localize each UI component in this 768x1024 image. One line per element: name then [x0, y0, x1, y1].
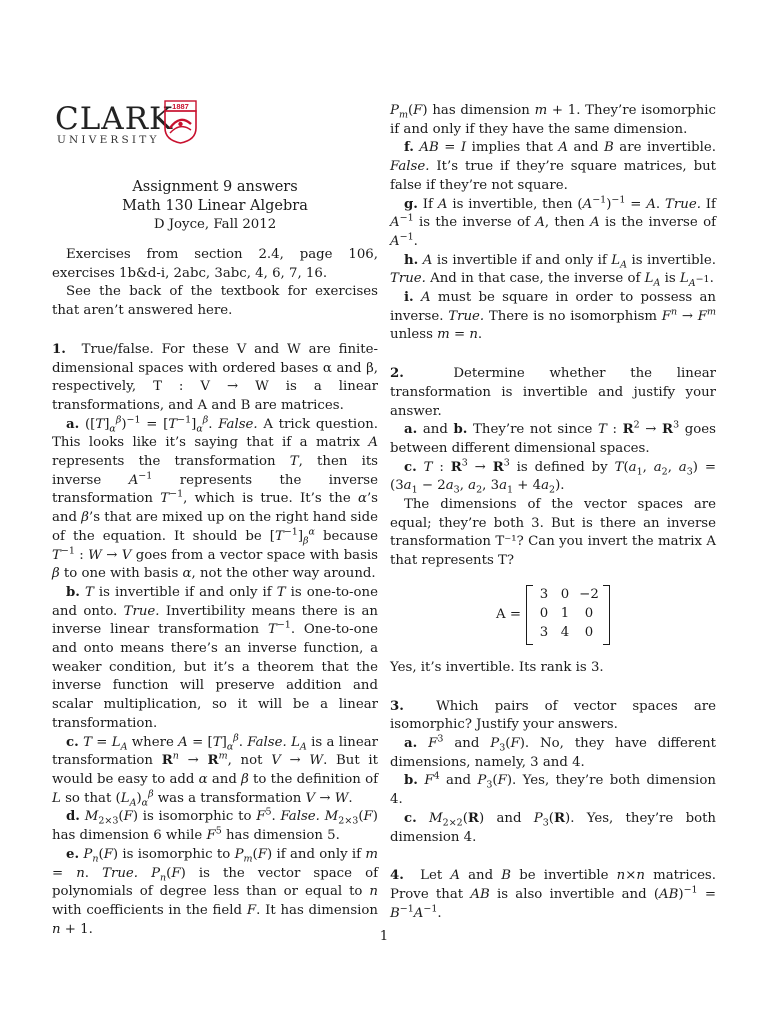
- q1e-continued: $P_m(F)$ has dimension m + 1. They’re isomorphic if and only if they have the same dimension.: [390, 103, 717, 137]
- page-title: Assignment 9 answers: [132, 179, 298, 195]
- matrix-cell: −2: [579, 587, 599, 603]
- matrix-cell: 0: [584, 625, 594, 641]
- right-body: [390, 102, 716, 923]
- q1c: c. $T = L_A$ where $A = [T]_\alpha^\beta$. False. $L_A$ is a linear transformation $R^n \to R^m$, not V → W. But it would be easy to add α and β to the definition of L so that $(L_A)_\alpha^\beta$ was a transformation V → W.: [52, 732, 379, 809]
- author-line: D Joyce, Fall 2012: [153, 217, 277, 232]
- q1g: g. If A is invertible, then $(A^{-1})^{-1} = A$. True. If $A^{-1}$ is the inverse of A, then A is the inverse of $A^{-1}$.: [390, 194, 716, 249]
- q2ab: a. and b. They’re not since T : $R^2 \to R^3$ goes between different dimensional spaces.: [390, 419, 716, 456]
- q3a: a. $F^3$ and $P_3(F)$. No, they have different dimensions, namely, 3 and 4.: [390, 733, 717, 770]
- q2-dimensions: The dimensions of the vector spaces are equal; they’re both 3. But is there an inverse transformation T⁻¹? Can you invert the matrix A that represents T?: [390, 497, 716, 569]
- q1a: a. $([T]_\alpha^\beta)^{-1} = [T^{-1}]_\alpha^\beta$. False. A trick question. This looks like it’s saying that if a matrix A represents the transformation T, then its inverse $A^{-1}$ represents the inverse transformation $T^{-1}$, which is true. It’s the α’s and β’s that are mixed up on the right hand side of the equation. It should be $[T^{-1}]_\beta^\alpha$ because $T^{-1}$ : W → V goes from a vector space with basis β to one with basis α, not the other way around.: [52, 414, 379, 582]
- course-title: Math 130 Linear Algebra: [122, 198, 308, 214]
- page-number: 1: [379, 929, 389, 944]
- q1f: f. AB = I implies that A and B are invertible. False. It’s true if they’re square matrices, but false if they’re not square.: [390, 140, 716, 193]
- left-body: [52, 246, 378, 939]
- matrix-cell: 1: [560, 606, 570, 622]
- svg-text:1887: 1887: [172, 102, 189, 111]
- matrix-lhs: A =: [496, 606, 521, 622]
- matrix-cell: 3: [539, 625, 549, 641]
- q1d: d. $M_{2\times 3}(F)$ is isomorphic to $F^5$. False. $M_{2\times 3}(F)$ has dimension 6 while $F^5$ has dimension 5.: [52, 806, 378, 844]
- seal-icon: [164, 100, 197, 144]
- q1e: e. $P_n(F)$ is isomorphic to $P_m(F)$ if and only if m = n. True. $P_n(F)$ is the vector space of polynomials of degree less than or equal to n with coefficients in the field F. It has dimension n + 1.: [52, 846, 378, 937]
- intro-exercises: Exercises from section 2.4, page 106, exercises 1b&d-i, 2abc, 3abc, 4, 6, 7, 16.: [52, 247, 378, 281]
- q2c: c. T : $R^3 \to R^3$ is defined by $T(a_1$, $a_2$, $a_3) = (3a_1 - 2a_3$, $a_2$, $3a_1 + 4a_2$).: [390, 457, 716, 497]
- clark-university-logo: [55, 100, 200, 150]
- q4-statement: 4. Let A and B be invertible n×n matrices. Prove that AB is also invertible and $(AB)^{-1} = B^{-1}A^{-1}$.: [390, 868, 716, 921]
- matrix-cell: 0: [584, 606, 594, 622]
- matrix-cell: 0: [560, 587, 570, 603]
- logo-university: UNIVERSITY: [57, 134, 160, 146]
- matrix-cell: 0: [539, 606, 549, 622]
- q2-statement: 2. Determine whether the linear transformation is invertible and justify your answer.: [390, 366, 716, 419]
- q1h: h. A is invertible if and only if $L_A$ is invertible. True. And in that case, the inverse of $L_A$ is $L_{A^{-1}}$.: [390, 252, 716, 289]
- q1i: i. A must be square in order to possess an inverse. True. There is no isomorphism $F^n \to F^m$ unless m = n.: [390, 290, 717, 343]
- matrix-A: [390, 583, 716, 647]
- matrix-cell: 3: [539, 587, 549, 603]
- matrix-cell: 4: [560, 625, 570, 641]
- matrix-grid: [534, 586, 602, 643]
- intro-note: See the back of the textbook for exercises that aren’t answered here.: [52, 284, 378, 319]
- title-block: [52, 178, 378, 234]
- q1b: b. T is invertible if and only if T is one-to-one and onto. True. Invertibility means there is an inverse linear transformation $T^{-1}$. One-to-one and onto means there’s an inverse function, a weaker condition, but it’s a theorem that the inverse function will preserve addition and scalar multiplication, so it will be a linear transformation.: [52, 584, 379, 731]
- q3-statement: 3. Which pairs of vector spaces are isomorphic? Justify your answers.: [390, 698, 716, 733]
- matrix-left-bracket: [526, 585, 533, 645]
- q2-conclusion: Yes, it’s invertible. Its rank is 3.: [390, 659, 604, 675]
- q3b: b. $F^4$ and $P_3(F)$. Yes, they’re both dimension 4.: [390, 770, 716, 808]
- q1-statement: 1. True/false. For these V and W are finite-dimensional spaces with ordered bases α and β, respectively, T : V → W is a linear transformations, and A and B are matrices.: [52, 341, 378, 413]
- q3c: c. $M_{2\times 2}(R)$ and $P_3(R)$. Yes, they’re both dimension 4.: [390, 810, 716, 845]
- logo-wordmark: CLARK: [55, 101, 174, 137]
- matrix-right-bracket: [603, 585, 610, 645]
